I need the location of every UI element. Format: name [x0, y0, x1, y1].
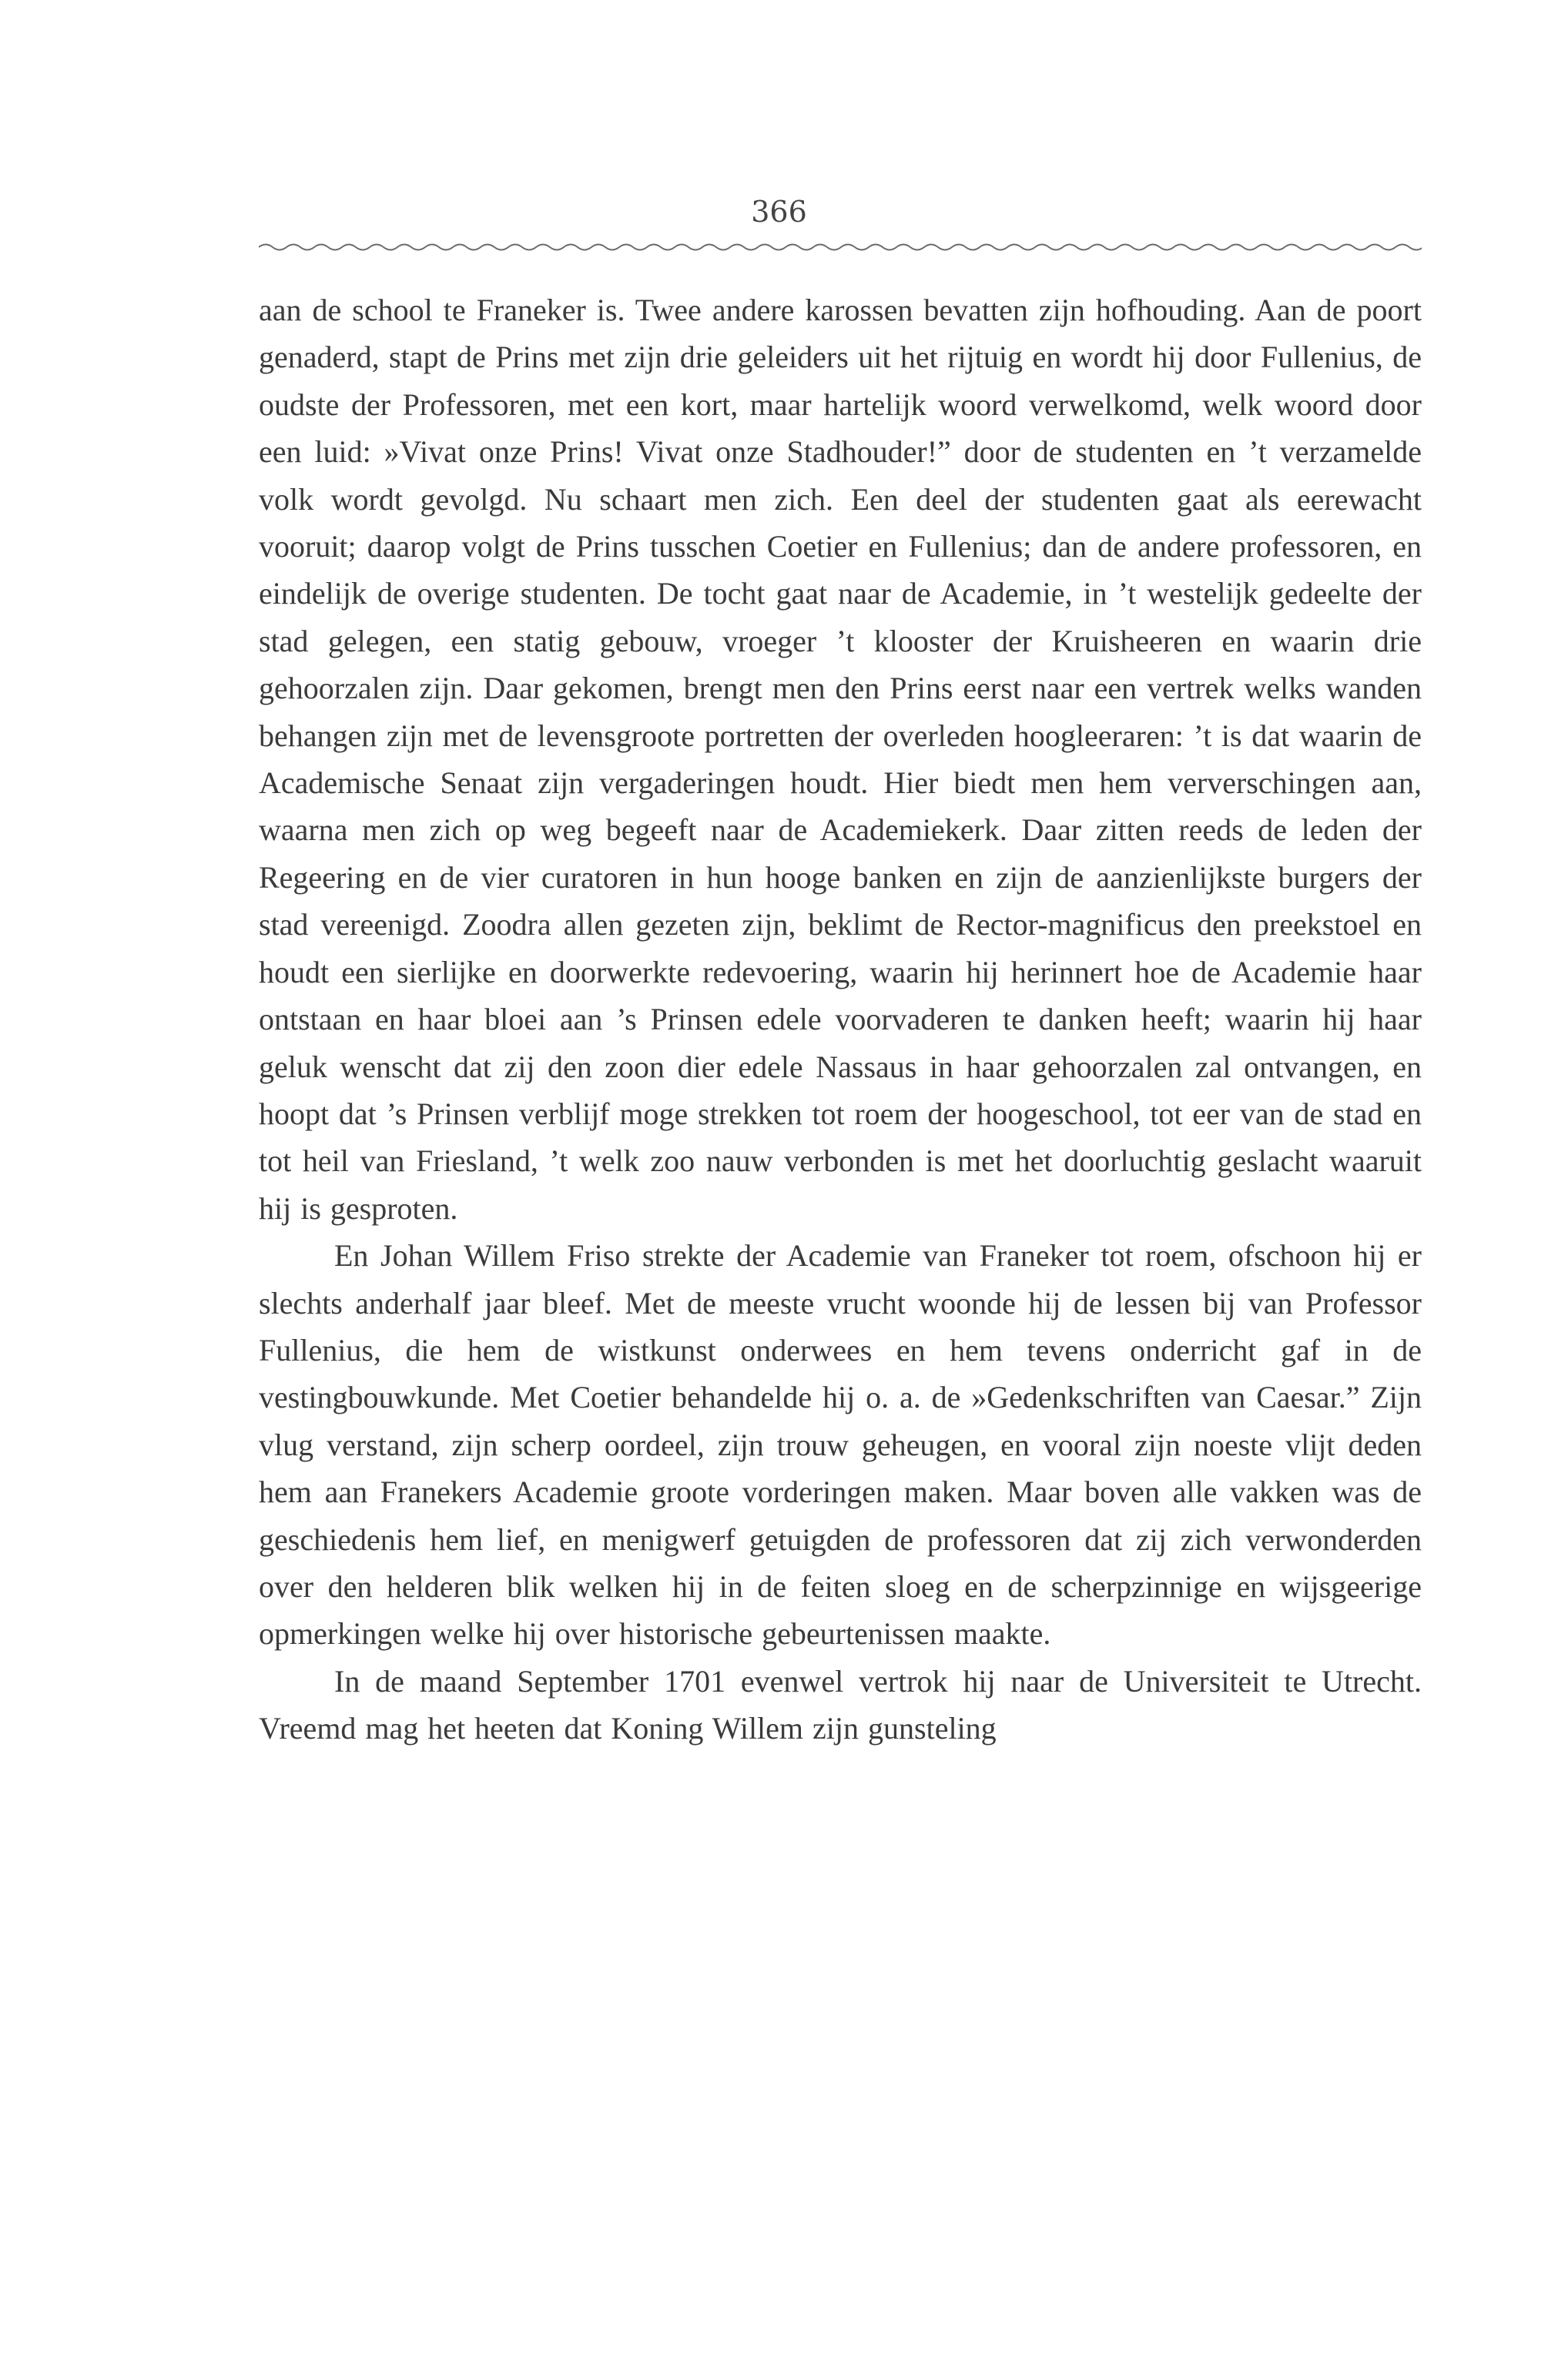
page-number: 366: [751, 195, 807, 229]
paragraph-2: [259, 1232, 1422, 1658]
paragraph-text: In de maand September 1701 evenwel vertrok hij naar de Universiteit te Utrecht. Vreemd mag het heeten dat Koning Willem zijn gunsteling: [259, 1663, 1422, 1746]
paragraph-1: [259, 286, 1422, 1232]
wavy-rule-divider: [259, 240, 1422, 254]
wavy-rule-line: [259, 245, 1422, 250]
body-text: [259, 286, 1422, 1752]
paragraph-text: aan de school te Franeker is. Twee andere karossen bevatten zijn hofhouding. Aan de poort genaderd, stapt de Prins met zijn drie geleiders uit het rijtuig en wordt hij door Fullenius, de oudste der Professoren, met een kort, maar hartelijk woord verwelkomd, welk woord door een luid: »Vivat onze Prins! Vivat onze Stadhouder!” door de studenten en ’t verzamelde volk wordt gevolgd. Nu schaart men zich. Een deel der studenten gaat als eerewacht vooruit; daarop volgt de Prins tusschen Coetier en Fullenius; dan de andere professoren, en eindelijk de overige studenten. De tocht gaat naar de Academie, in ’t westelijk gedeelte der stad gelegen, een statig gebouw, vroeger ’t klooster der Kruisheeren en waarin drie gehoorzalen zijn. Daar gekomen, brengt men den Prins eerst naar een vertrek welks wanden behangen zijn met de levensgroote portretten der overleden hoogleeraren: ’t is dat waarin de Academische Senaat zijn vergaderingen houdt. Hier biedt men hem ververschingen aan, waarna men zich op weg begeeft naar de Academiekerk. Daar zitten reeds de leden der Regeering en de vier curatoren in hun hooge banken en zijn de aanzienlijkste burgers der stad vereenigd. Zoodra allen gezeten zijn, beklimt de Rector-magnificus den preekstoel en houdt een sierlijke en doorwerkte redevoering, waarin hij herinnert hoe de Academie haar ontstaan en haar bloei aan ’s Prinsen edele voorvaderen te danken heeft; waarin hij haar geluk wenscht dat zij den zoon dier edele Nassaus in haar gehoorzalen zal ontvangen, en hoopt dat ’s Prinsen verblijf moge strekken tot roem der hoogeschool, tot eer van de stad en tot heil van Friesland, ’t welk zoo nauw verbonden is met het doorluchtig geslacht waaruit hij is gesproten.: [259, 293, 1422, 1226]
paragraph-text: En Johan Willem Friso strekte der Academie van Franeker tot roem, ofschoon hij er slechts anderhalf jaar bleef. Met de meeste vrucht woonde hij de lessen bij van Professor Fullenius, die hem de wistkunst onderwees en hem tevens onderricht gaf in de vestingbouwkunde. Met Coetier behandelde hij o. a. de »Gedenkschriften van Caesar.” Zijn vlug verstand, zijn scherp oordeel, zijn trouw geheugen, en vooral zijn noeste vlijt deden hem aan Franekers Academie groote vorderingen maken. Maar boven alle vakken was de geschiedenis hem lief, en menigwerf getuigden de professoren dat zij zich verwonderden over den helderen blik welken hij in de feiten sloeg en de scherpzinnige en wijsgeerige opmerkingen welke hij over historische gebeurtenissen maakte.: [259, 1238, 1422, 1652]
paragraph-3: [259, 1658, 1422, 1752]
